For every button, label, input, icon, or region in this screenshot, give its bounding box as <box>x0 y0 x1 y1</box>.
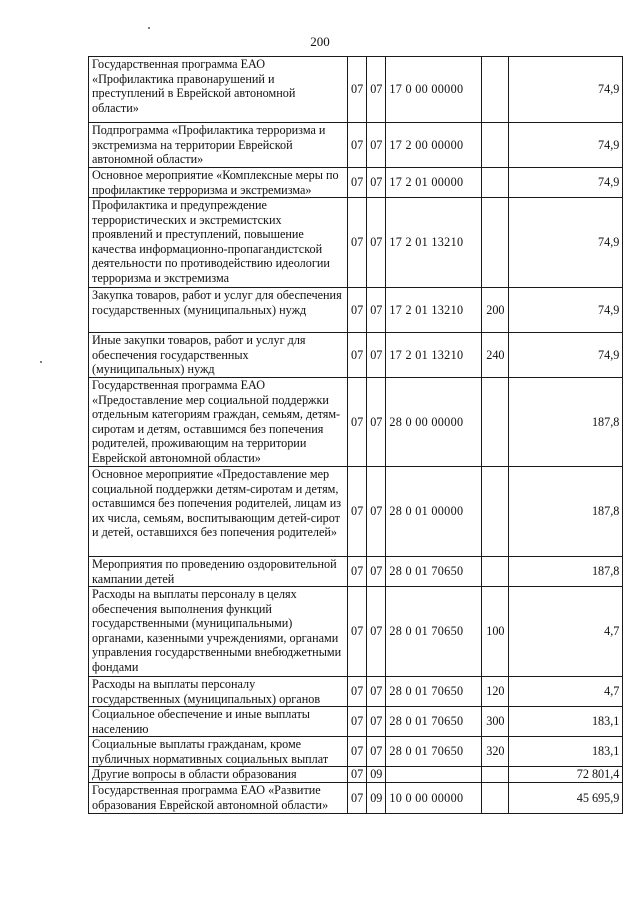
table-row <box>89 467 623 557</box>
row-target-code: 17 2 00 00000 <box>386 123 482 168</box>
row-subsection: 09 <box>367 767 386 783</box>
row-section: 07 <box>348 57 367 123</box>
row-amount: 74,9 <box>509 123 623 168</box>
row-name: Социальное обеспечение и иные выплаты населению <box>89 707 348 737</box>
row-name: Профилактика и предупреждение террористических и экстремистских проявлений и преступлений, повышение качества информационно-пропагандистской деятельности по противодействию идеологии терроризма и экстремизма <box>89 198 348 288</box>
row-subsection: 07 <box>367 57 386 123</box>
row-target-code: 17 2 01 13210 <box>386 198 482 288</box>
row-amount: 74,9 <box>509 288 623 333</box>
row-subsection: 07 <box>367 587 386 677</box>
table-row <box>89 57 623 123</box>
row-subsection: 07 <box>367 467 386 557</box>
row-section: 07 <box>348 123 367 168</box>
row-subsection: 07 <box>367 198 386 288</box>
table-row <box>89 333 623 378</box>
table-row <box>89 198 623 288</box>
row-section: 07 <box>348 378 367 467</box>
row-expense-type <box>482 767 509 783</box>
row-target-code: 28 0 01 70650 <box>386 557 482 587</box>
row-target-code: 17 2 01 13210 <box>386 288 482 333</box>
row-section: 07 <box>348 783 367 814</box>
budget-table-body <box>89 57 623 814</box>
row-target-code: 28 0 01 70650 <box>386 677 482 707</box>
row-amount: 45 695,9 <box>509 783 623 814</box>
row-name: Государственная программа ЕАО «Профилактика правонарушений и преступлений в Еврейской автономной области» <box>89 57 348 123</box>
row-section: 07 <box>348 198 367 288</box>
row-amount: 72 801,4 <box>509 767 623 783</box>
row-name: Государственная программа ЕАО «Развитие образования Еврейской автономной области» <box>89 783 348 814</box>
row-expense-type: 240 <box>482 333 509 378</box>
table-row <box>89 677 623 707</box>
row-section: 07 <box>348 767 367 783</box>
row-amount: 74,9 <box>509 168 623 198</box>
row-amount: 187,8 <box>509 378 623 467</box>
row-section: 07 <box>348 557 367 587</box>
row-name: Расходы на выплаты персоналу в целях обеспечения выполнения функций государственными (муниципальными) органами, казенными учреждениями, органами управления государственными внебюджетными фондами <box>89 587 348 677</box>
row-section: 07 <box>348 707 367 737</box>
row-section: 07 <box>348 288 367 333</box>
table-row <box>89 587 623 677</box>
row-target-code: 17 2 01 00000 <box>386 168 482 198</box>
row-expense-type <box>482 557 509 587</box>
row-expense-type <box>482 57 509 123</box>
table-row <box>89 767 623 783</box>
scan-speck <box>148 27 150 29</box>
row-subsection: 07 <box>367 168 386 198</box>
row-amount: 74,9 <box>509 57 623 123</box>
row-subsection: 07 <box>367 333 386 378</box>
table-row <box>89 783 623 814</box>
row-section: 07 <box>348 467 367 557</box>
row-amount: 4,7 <box>509 587 623 677</box>
row-target-code: 28 0 01 70650 <box>386 707 482 737</box>
row-subsection: 07 <box>367 123 386 168</box>
row-name: Расходы на выплаты персоналу государственных (муниципальных) органов <box>89 677 348 707</box>
row-name: Мероприятия по проведению оздоровительной кампании детей <box>89 557 348 587</box>
row-expense-type <box>482 198 509 288</box>
row-section: 07 <box>348 333 367 378</box>
row-name: Иные закупки товаров, работ и услуг для обеспечения государственных (муниципальных) нужд <box>89 333 348 378</box>
row-amount: 187,8 <box>509 557 623 587</box>
row-expense-type <box>482 467 509 557</box>
table-row <box>89 707 623 737</box>
row-name: Социальные выплаты гражданам, кроме публичных нормативных социальных выплат <box>89 737 348 767</box>
row-target-code: 17 0 00 00000 <box>386 57 482 123</box>
row-expense-type: 100 <box>482 587 509 677</box>
row-name: Государственная программа ЕАО «Предоставление мер социальной поддержки отдельным категориям граждан, семьям, детям-сиротам и детям, оставшимся без попечения родителей, проживающим на территории Еврейской автономной области» <box>89 378 348 467</box>
row-target-code: 17 2 01 13210 <box>386 333 482 378</box>
table-row <box>89 123 623 168</box>
row-expense-type <box>482 378 509 467</box>
row-subsection: 07 <box>367 288 386 333</box>
row-target-code <box>386 767 482 783</box>
scan-speck <box>40 361 42 363</box>
row-expense-type: 200 <box>482 288 509 333</box>
row-target-code: 10 0 00 00000 <box>386 783 482 814</box>
row-subsection: 07 <box>367 677 386 707</box>
row-target-code: 28 0 01 70650 <box>386 737 482 767</box>
row-expense-type <box>482 168 509 198</box>
row-name: Подпрограмма «Профилактика терроризма и экстремизма на территории Еврейской автономной области» <box>89 123 348 168</box>
row-amount: 183,1 <box>509 707 623 737</box>
row-name: Закупка товаров, работ и услуг для обеспечения государственных (муниципальных) нужд <box>89 288 348 333</box>
row-subsection: 07 <box>367 557 386 587</box>
row-section: 07 <box>348 168 367 198</box>
row-amount: 4,7 <box>509 677 623 707</box>
row-subsection: 09 <box>367 783 386 814</box>
row-expense-type: 320 <box>482 737 509 767</box>
table-row <box>89 378 623 467</box>
row-target-code: 28 0 01 00000 <box>386 467 482 557</box>
budget-table <box>88 56 623 814</box>
row-amount: 187,8 <box>509 467 623 557</box>
row-section: 07 <box>348 677 367 707</box>
row-section: 07 <box>348 737 367 767</box>
row-target-code: 28 0 01 70650 <box>386 587 482 677</box>
page-number: 200 <box>310 34 330 49</box>
row-section: 07 <box>348 587 367 677</box>
table-row <box>89 168 623 198</box>
row-amount: 74,9 <box>509 198 623 288</box>
row-name: Основное мероприятие «Комплексные меры по профилактике терроризма и экстремизма» <box>89 168 348 198</box>
row-subsection: 07 <box>367 378 386 467</box>
table-row <box>89 557 623 587</box>
row-target-code: 28 0 00 00000 <box>386 378 482 467</box>
row-expense-type: 120 <box>482 677 509 707</box>
row-expense-type <box>482 783 509 814</box>
row-subsection: 07 <box>367 737 386 767</box>
row-name: Основное мероприятие «Предоставление мер социальной поддержки детям-сиротам и детям, оставшимся без попечения родителей, лицам из их числа, семьям, воспитывающим детей-сирот и детей, оставшихся без попечения родителей» <box>89 467 348 557</box>
table-row <box>89 288 623 333</box>
row-expense-type: 300 <box>482 707 509 737</box>
row-amount: 74,9 <box>509 333 623 378</box>
row-amount: 183,1 <box>509 737 623 767</box>
row-expense-type <box>482 123 509 168</box>
row-subsection: 07 <box>367 707 386 737</box>
table-row <box>89 737 623 767</box>
row-name: Другие вопросы в области образования <box>89 767 348 783</box>
